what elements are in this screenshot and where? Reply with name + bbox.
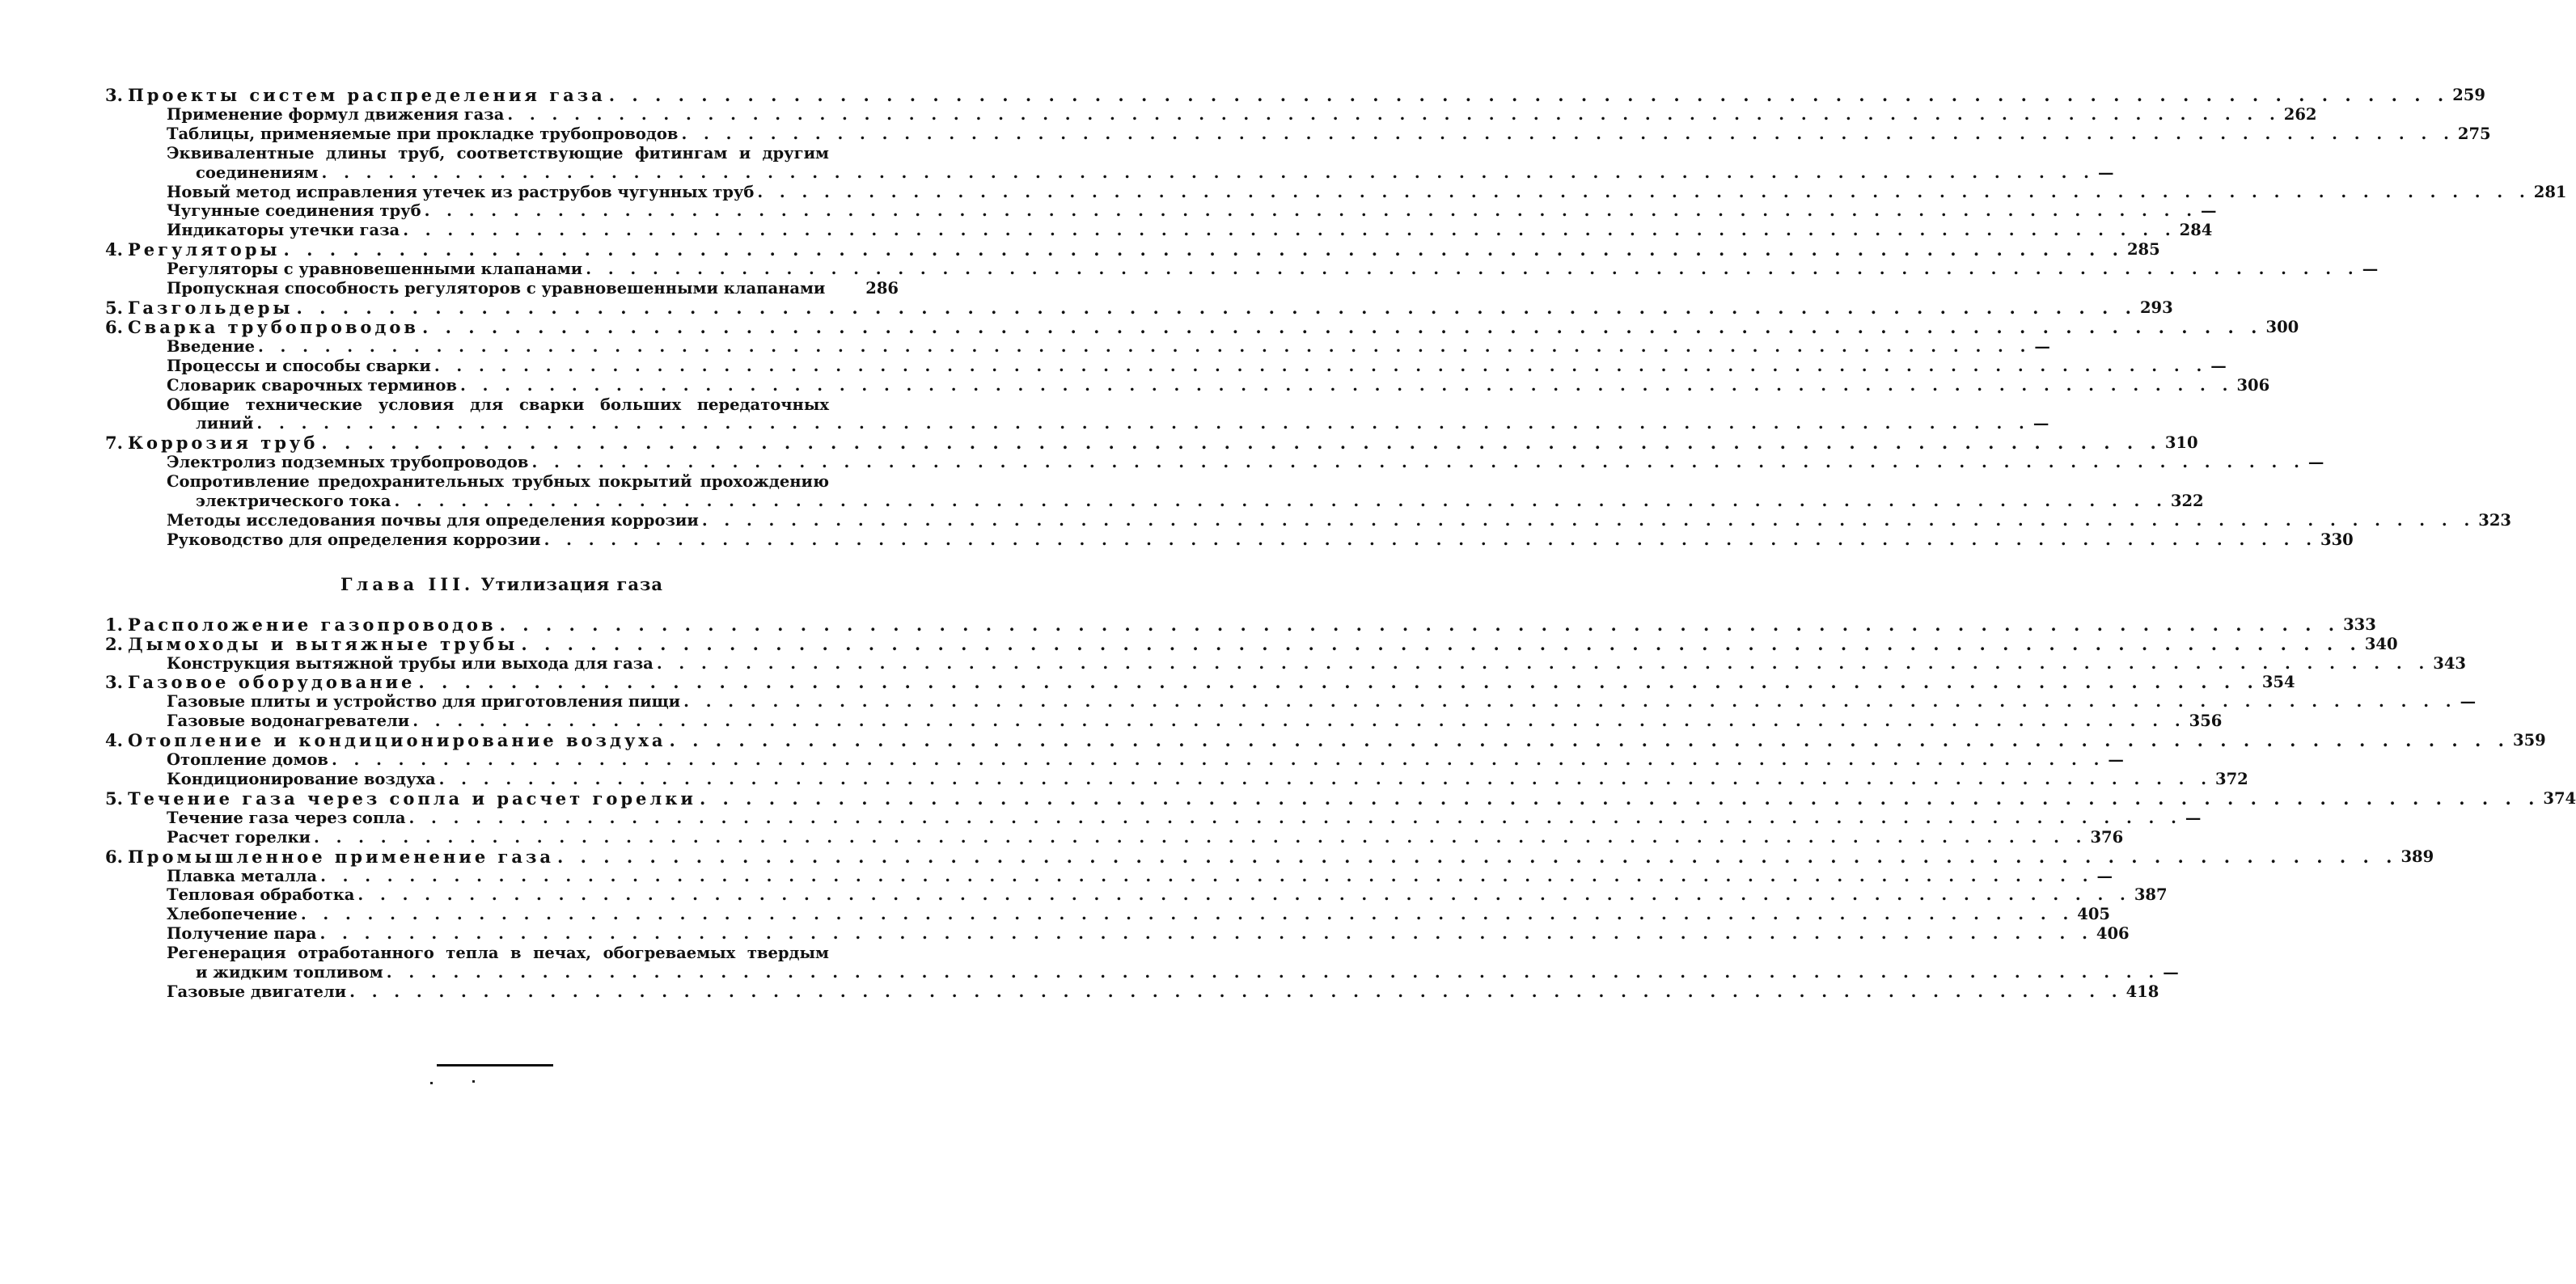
- leader-dots: . . . . . . . . . . . . . . . . . . . . . . . . . . . . . . . . . . . . . . . . . . . . . . . . . . . . . . . . . . . . . . . . . . . . . . . . . . . . . . . .: [296, 297, 2137, 318]
- entry-title: Пропускная способность регуляторов с уравновешенными клапанами: [167, 279, 826, 298]
- entry-title: Коррозия труб: [127, 433, 319, 454]
- page-number: 372: [2215, 770, 2248, 788]
- entry-title: Хлебопечение: [167, 905, 298, 924]
- leader-dots: . . . . . . . . . . . . . . . . . . . . . . . . . . . . . . . . . . . . . . . . . . . . . . . . . . . . . . . . . . . . . . . . . . . . . . . . . . . . . . . .: [681, 124, 2455, 143]
- entry-title-line2-row: [167, 963, 2179, 982]
- entry-title: Газовые водонагреватели: [167, 712, 410, 731]
- toc-subsection: [105, 982, 2159, 1002]
- entry-title-line2: соединениям: [196, 163, 319, 182]
- leader-dots: . . . . . . . . . . . . . . . . . . . . . . . . . . . . . . . . . . . . . . . . . . . . . . . . . . . . . . . . . . . . . . . . . . . . . . . . . . . . . . . .: [434, 356, 2208, 375]
- page-number: —: [2362, 260, 2379, 279]
- page-number: 259: [2452, 86, 2485, 104]
- toc-section: [105, 846, 2434, 867]
- toc-section: [105, 633, 2398, 654]
- leader-dots: . . . . . . . . . . . . . . . . . . . . . . . . . . . . . . . . . . . . . . . . . . . . . . . . . . . . . . . . . . . . . . . . . . . . . . . . . . . . . . . .: [319, 924, 2093, 944]
- toc-subsection: [105, 336, 2050, 357]
- leader-dots: . . . . . . . . . . . . . . . . . . . . . . . . . . . . . . . . . . . . . . . . . . . . . . . . . . . . . . . . . . . . . . . . . . . . . . . . . . . . . . . .: [757, 182, 2531, 201]
- section-number: 7.: [105, 433, 123, 454]
- page-number: 418: [2126, 982, 2159, 1001]
- entry-title-line2-row: [167, 414, 2049, 433]
- entry-title: Регуляторы: [127, 239, 281, 260]
- toc-subsection: [105, 692, 2477, 712]
- entry-title: Тепловая обработка: [167, 885, 355, 905]
- entry-title: Введение: [167, 336, 255, 356]
- entry-title: Газовые двигатели: [167, 982, 347, 1001]
- toc-section: [105, 316, 2299, 337]
- entry-title-line2-row: [167, 492, 2204, 511]
- toc-subsection: [105, 510, 2511, 530]
- page-number: 284: [2179, 221, 2213, 240]
- toc-subsection: [105, 375, 2270, 395]
- page-number: 310: [2164, 433, 2198, 453]
- entry-title: Руководство для определения коррозии: [167, 530, 541, 549]
- toc-subsection: [105, 530, 2354, 550]
- entry-title-line2-row: [167, 163, 2114, 183]
- page-number: 286: [865, 279, 899, 298]
- entry-title-line2: и жидким топливом: [196, 963, 383, 982]
- page-number: —: [2185, 808, 2202, 827]
- leader-dots: . . . . . . . . . . . . . . . . . . . . . . . . . . . . . . . . . . . . . . . . . . . . . . . . . . . . . . . . . . . . . . . . . . . . . . . . . . . . . . . .: [699, 788, 2540, 809]
- toc-subsection: [105, 808, 2202, 828]
- section-number: 4.: [105, 730, 123, 751]
- toc-subsection: [105, 104, 2317, 125]
- toc-entry-wrapped: [105, 143, 2114, 183]
- leader-dots: . . . . . . . . . . . . . . . . . . . . . . . . . . . . . . . . . . . . . . . . . . . . . . . . . . . . . . . . . . . . . . . . . . . . . . . . . . . . . . . .: [300, 905, 2075, 924]
- page-number: —: [2210, 356, 2227, 375]
- leader-dots: . . . . . . . . . . . . . . . . . . . . . . . . . . . . . . . . . . . . . . . . . . . . . . . . . . . . . . . . . . . . . . . . . . . . . . . . . . . . . . . .: [256, 414, 2030, 433]
- entry-title: Дымоходы и вытяжные трубы: [127, 633, 518, 654]
- entry-title: Таблицы, применяемые при прокладке трубопроводов: [167, 124, 679, 143]
- print-speck: [472, 1080, 475, 1083]
- entry-title: Процессы и способы сварки: [167, 356, 431, 375]
- toc-subsection: [105, 770, 2248, 789]
- toc-subsection: [105, 712, 2223, 731]
- leader-dots: . . . . . . . . . . . . . . . . . . . . . . . . . . . . . . . . . . . . . . . . . . . . . . . . . . . . . . . . . . . . . . . . . . . . . . . . . . . . . . . .: [321, 163, 2095, 182]
- print-speck: [430, 1082, 433, 1084]
- page-number: 340: [2364, 634, 2398, 653]
- toc-section: [105, 614, 2376, 635]
- toc-entry-wrapped: [105, 944, 2179, 982]
- toc-subsection: [105, 124, 2491, 144]
- chapter-title: Утилизация газа: [480, 573, 663, 594]
- page-number: 262: [2283, 104, 2317, 124]
- contents-part-2: [105, 614, 2576, 1002]
- page-number: 343: [2433, 653, 2466, 673]
- toc-subsection: [105, 453, 2324, 472]
- entry-title: Расположение газопроводов: [127, 614, 497, 635]
- toc-subsection: [105, 221, 2213, 240]
- section-number: 4.: [105, 239, 123, 260]
- entry-title-line1: Эквивалентные длины труб, соответствующие фитингам и другим: [167, 143, 829, 163]
- toc-subsection: [105, 653, 2466, 674]
- toc-section: [105, 239, 2160, 260]
- page-number: 406: [2096, 924, 2130, 944]
- section-number: 6.: [105, 316, 123, 337]
- page-number: —: [2108, 750, 2124, 770]
- page-number: 374: [2543, 788, 2576, 808]
- entry-title: Проекты систем распределения газа: [127, 85, 606, 105]
- page-number: 387: [2134, 885, 2168, 905]
- leader-dots: . . . . . . . . . . . . . . . . . . . . . . . . . . . . . . . . . . . . . . . . . . . . . . . . . . . . . . . . . . . . . . . . . . . . . . . . . . . . . . . .: [422, 316, 2263, 337]
- entry-title: Промышленное применение газа: [127, 846, 554, 867]
- page-number: 285: [2126, 240, 2160, 260]
- page-number: —: [2097, 163, 2114, 182]
- leader-dots: . . . . . . . . . . . . . . . . . . . . . . . . . . . . . . . . . . . . . . . . . . . . . . . . . . . . . . . . . . . . . . . . . . . . . . . . . . . . . . . .: [683, 692, 2457, 712]
- leader-dots: . . . . . . . . . . . . . . . . . . . . . . . . . . . . . . . . . . . . . . . . . . . . . . . . . . . . . . . . . . . . . . . . . . . . . . . . . . . . . . . .: [386, 963, 2160, 982]
- page-number: —: [2307, 453, 2324, 472]
- page-number: 306: [2236, 375, 2270, 395]
- entry-title: Плавка металла: [167, 866, 318, 885]
- leader-dots: . . . . . . . . . . . . . . . . . . . . . . . . . . . . . . . . . . . . . . . . . . . . . . . . . . . . . . . . . . . . . . . . . . . . . . . . . . . . . . . .: [499, 614, 2341, 635]
- entry-title-line1: Сопротивление предохранительных трубных покрытий прохождению: [167, 472, 829, 492]
- leader-dots: . . . . . . . . . . . . . . . . . . . . . . . . . . . . . . . . . . . . . . . . . . . . . . . . . . . . . . . . . . . . . . . . . . . . . . . . . . . . . . . .: [257, 336, 2032, 356]
- chapter-prefix: Глава III.: [341, 573, 475, 594]
- leader-dots: . . . . . . . . . . . . . . . . . . . . . . . . . . . . . . . . . . . . . . . . . . . . . . . . . . . . . . . . . . . . . . . . . . . . . . . . . . . . . . . .: [283, 239, 2124, 260]
- entry-title: Отопление и кондиционирование воздуха: [127, 730, 666, 751]
- leader-dots: . . . . . . . . . . . . . . . . . . . . . . . . . . . . . . . . . . . . . . . . . . . . . . . . . . . . . . . . . . . . . . . . . . . . . . . . . . . . . . . .: [412, 712, 2186, 731]
- toc-subsection: [105, 279, 899, 298]
- table-of-contents: [105, 85, 2576, 1002]
- entry-title-line2: электрического тока: [196, 492, 391, 511]
- leader-dots: . . . . . . . . . . . . . . . . . . . . . . . . . . . . . . . . . . . . . . . . . . . . . . . . . . . . . . . . . . . . . . . . . . . . . . . . . . . . . . . .: [418, 672, 2259, 693]
- toc-subsection: [105, 924, 2130, 944]
- leader-dots: . . . . . . . . . . . . . . . . . . . . . . . . . . . . . . . . . . . . . . . . . . . . . . . . . . . . . . . . . . . . . . . . . . . . . . . . . . . . . . . .: [701, 510, 2476, 530]
- page-number: —: [2201, 201, 2217, 221]
- entry-title: Газгольдеры: [127, 297, 294, 318]
- leader-dots: . . . . . . . . . . . . . . . . . . . . . . . . . . . . . . . . . . . . . . . . . . . . . . . . . . . . . . . . . . . . . . . . . . . . . . . . . . . . . . . .: [424, 201, 2198, 221]
- entry-title: Регуляторы с уравновешенными клапанами: [167, 260, 583, 279]
- toc-section: [105, 730, 2546, 751]
- page-number: 293: [2139, 298, 2173, 317]
- toc-section: [105, 672, 2295, 693]
- entry-title: Методы исследования почвы для определения коррозии: [167, 510, 699, 530]
- toc-subsection: [105, 201, 2217, 221]
- leader-dots: . . . . . . . . . . . . . . . . . . . . . . . . . . . . . . . . . . . . . . . . . . . . . . . . . . . . . . . . . . . . . . . . . . . . . . . . . . . . . . . .: [331, 750, 2105, 770]
- page-number: 356: [2189, 712, 2223, 731]
- leader-dots: . . . . . . . . . . . . . . . . . . . . . . . . . . . . . . . . . . . . . . . . . . . . . . . . . . . . . . . . . . . . . . . . . . . . . . . . . . . . . . . .: [556, 846, 2398, 867]
- entry-title: Расчет горелки: [167, 827, 311, 847]
- contents-part-1: [105, 85, 2567, 550]
- page-number: 323: [2478, 510, 2511, 530]
- leader-dots: . . . . . . . . . . . . . . . . . . . . . . . . . . . . . . . . . . . . . . . . . . . . . . . . . . . . . . . . . . . . . . . . . . . . . . . . . . . . . . . .: [521, 633, 2362, 654]
- page-number: 333: [2343, 615, 2376, 634]
- toc-entry-wrapped: [105, 395, 2049, 434]
- chapter-heading: [105, 574, 899, 594]
- leader-dots: . . . . . . . . . . . . . . . . . . . . . . . . . . . . . . . . . . . . . . . . . . . . . . . . . . . . . . . . . . . . . . . . . . . . . . . . . . . . . . . .: [507, 104, 2281, 124]
- toc-section: [105, 433, 2198, 454]
- end-rule: [437, 1064, 553, 1066]
- toc-subsection: [105, 866, 2113, 886]
- leader-dots: . . . . . . . . . . . . . . . . . . . . . . . . . . . . . . . . . . . . . . . . . . . . . . . . . . . . . . . . . . . . . . . . . . . . . . . . . . . . . . . .: [349, 982, 2123, 1001]
- section-number: 5.: [105, 297, 123, 318]
- toc-section: [105, 297, 2173, 318]
- leader-dots: . . . . . . . . . . . . . . . . . . . . . . . . . . . . . . . . . . . . . . . . . . . . . . . . . . . . . . . . . . . . . . . . . . . . . . . . . . . . . . . .: [544, 530, 2318, 549]
- leader-dots: . . . . . . . . . . . . . . . . . . . . . . . . . . . . . . . . . . . . . . . . . . . . . . . . . . . . . . . . . . . . . . . . . . . . . . . . . . . . . . . .: [320, 866, 2094, 885]
- section-number: 6.: [105, 846, 123, 867]
- toc-subsection: [105, 260, 2379, 279]
- page-number: 322: [2170, 492, 2204, 511]
- page-number: 330: [2320, 530, 2354, 549]
- toc-entry-wrapped: [105, 472, 2204, 511]
- leader-dots: . . . . . . . . . . . . . . . . . . . . . . . . . . . . . . . . . . . . . . . . . . . . . . . . . . . . . . . . . . . . . . . . . . . . . . . . . . . . . . . .: [357, 885, 2131, 905]
- toc-subsection: [105, 750, 2124, 770]
- leader-dots: . . . . . . . . . . . . . . . . . . . . . . . . . . . . . . . . . . . . . . . . . . . . . . . . . . . . . . . . . . . . . . . . . . . . . . . . . . . . . . . .: [403, 221, 2176, 240]
- entry-title: Конструкция вытяжной трубы или выхода для газа: [167, 653, 654, 673]
- section-number: 3.: [105, 672, 123, 693]
- entry-title: Отопление домов: [167, 750, 328, 770]
- page-number: 300: [2265, 317, 2299, 336]
- entry-title: Течение газа через сопла: [167, 808, 406, 827]
- leader-dots: . . . . . . . . . . . . . . . . . . . . . . . . . . . . . . . . . . . . . . . . . . . . . . . . . . . . . . . . . . . . . . . . . . . . . . . . . . . . . . . .: [608, 85, 2450, 105]
- entry-title: Газовые плиты и устройство для приготовления пищи: [167, 692, 681, 712]
- toc-section: [105, 85, 2485, 105]
- page-number: —: [2032, 414, 2049, 433]
- leader-dots: . . . . . . . . . . . . . . . . . . . . . . . . . . . . . . . . . . . . . . . . . . . . . . . . . . . . . . . . . . . . . . . . . . . . . . . . . . . . . . . .: [460, 375, 2234, 395]
- leader-dots: . . . . . . . . . . . . . . . . . . . . . . . . . . . . . . . . . . . . . . . . . . . . . . . . . . . . . . . . . . . . . . . . . . . . . . . . . . . . . . . .: [586, 260, 2359, 279]
- entry-title-line1: Регенерация отработанного тепла в печах, обогреваемых твердым: [167, 944, 829, 963]
- entry-title: Сварка трубопроводов: [127, 316, 420, 337]
- section-number: 3.: [105, 85, 123, 105]
- entry-title: Индикаторы утечки газа: [167, 221, 400, 240]
- toc-section: [105, 788, 2576, 809]
- toc-subsection: [105, 182, 2567, 202]
- entry-title: Словарик сварочных терминов: [167, 375, 457, 395]
- entry-title-line2: линий: [196, 414, 254, 433]
- page-number: —: [2460, 692, 2477, 712]
- toc-subsection: [105, 885, 2168, 905]
- entry-title: Применение формул движения газа: [167, 104, 505, 124]
- leader-dots: . . . . . . . . . . . . . . . . . . . . . . . . . . . . . . . . . . . . . . . . . . . . . . . . . . . . . . . . . . . . . . . . . . . . . . . . . . . . . . . .: [394, 492, 2168, 511]
- page-number: 275: [2457, 124, 2491, 143]
- entry-title: Кондиционирование воздуха: [167, 770, 436, 788]
- page-number: 389: [2400, 847, 2434, 866]
- entry-title: Электролиз подземных трубопроводов: [167, 453, 529, 472]
- toc-subsection: [105, 356, 2227, 376]
- leader-dots: . . . . . . . . . . . . . . . . . . . . . . . . . . . . . . . . . . . . . . . . . . . . . . . . . . . . . . . . . . . . . . . . . . . . . . . . . . . . . . . .: [656, 653, 2430, 673]
- toc-subsection: [105, 827, 2124, 847]
- leader-dots: . . . . . . . . . . . . . . . . . . . . . . . . . . . . . . . . . . . . . . . . . . . . . . . . . . . . . . . . . . . . . . . . . . . . . . . . . . . . . . . .: [408, 808, 2182, 827]
- entry-title: Течение газа через сопла и расчет горелки: [127, 788, 696, 809]
- page-number: 405: [2077, 905, 2110, 924]
- page-number: 376: [2090, 827, 2124, 847]
- page-number: 359: [2513, 731, 2546, 750]
- section-number: 1.: [105, 614, 123, 635]
- leader-dots: . . . . . . . . . . . . . . . . . . . . . . . . . . . . . . . . . . . . . . . . . . . . . . . . . . . . . . . . . . . . . . . . . . . . . . . . . . . . . . . .: [669, 730, 2510, 751]
- section-number: 5.: [105, 788, 123, 809]
- entry-title: Чугунные соединения труб: [167, 201, 421, 221]
- entry-title: Новый метод исправления утечек из раструбов чугунных труб: [167, 182, 755, 201]
- page-number: 281: [2533, 182, 2567, 201]
- page-number: —: [2034, 336, 2050, 356]
- leader-dots: . . . . . . . . . . . . . . . . . . . . . . . . . . . . . . . . . . . . . . . . . . . . . . . . . . . . . . . . . . . . . . . . . . . . . . . . . . . . . . . .: [321, 433, 2162, 454]
- page-number: —: [2163, 963, 2179, 982]
- leader-dots: . . . . . . . . . . . . . . . . . . . . . . . . . . . . . . . . . . . . . . . . . . . . . . . . . . . . . . . . . . . . . . . . . . . . . . . . . . . . . . . .: [438, 770, 2213, 788]
- toc-subsection: [105, 905, 2110, 924]
- page-number: —: [2096, 866, 2113, 885]
- leader-dots: . . . . . . . . . . . . . . . . . . . . . . . . . . . . . . . . . . . . . . . . . . . . . . . . . . . . . . . . . . . . . . . . . . . . . . . . . . . . . . . .: [314, 827, 2087, 847]
- entry-title-line1: Общие технические условия для сварки больших передаточных: [167, 395, 829, 414]
- leader-dots: . . . . . . . . . . . . . . . . . . . . . . . . . . . . . . . . . . . . . . . . . . . . . . . . . . . . . . . . . . . . . . . . . . . . . . . . . . . . . . . .: [531, 453, 2305, 472]
- entry-title: Газовое оборудование: [127, 672, 416, 693]
- section-number: 2.: [105, 633, 123, 654]
- page-number: 354: [2261, 673, 2295, 692]
- entry-title: Получение пара: [167, 924, 317, 944]
